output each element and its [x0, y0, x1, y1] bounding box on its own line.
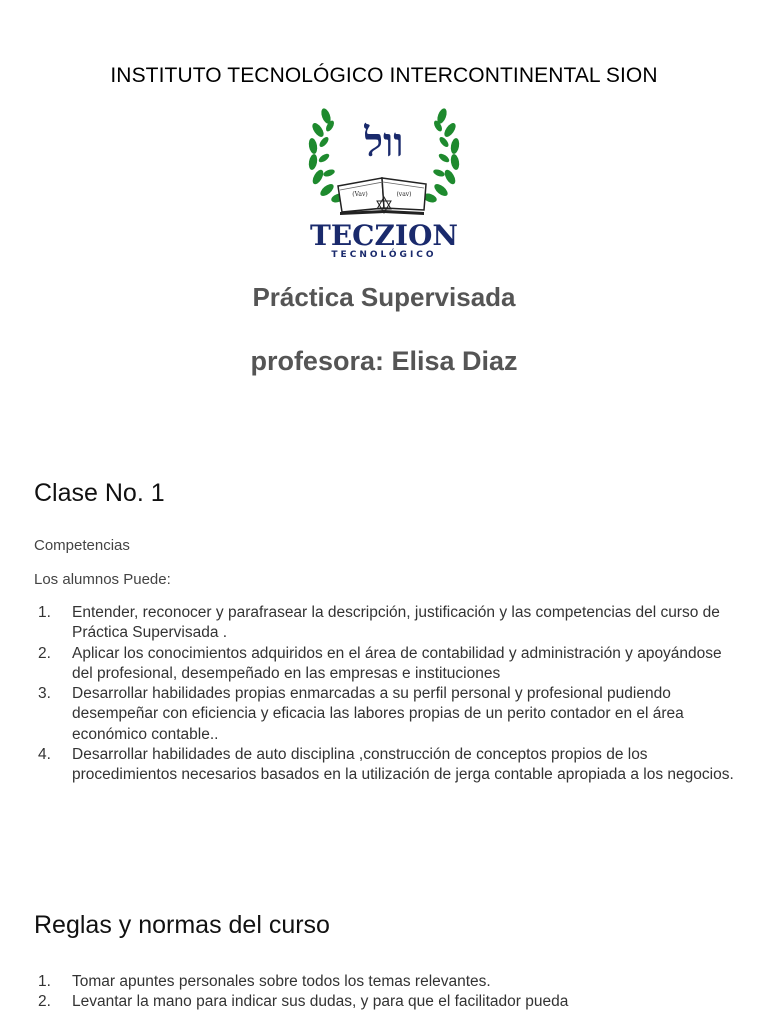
teczion-logo: [300, 104, 468, 260]
list-item-text: Levantar la mano para indicar sus dudas, y para que el facilitador pueda: [72, 993, 569, 1011]
rules-list: [34, 972, 734, 1013]
list-item-text: Entender, reconocer y parafrasear la descripción, justificación y las competencias del curso de Práctica Supervisada .: [72, 604, 720, 642]
course-title: Práctica Supervisada: [252, 282, 516, 312]
list-item-number: 2.: [38, 993, 51, 1011]
teczion-logo-graphic: [300, 104, 468, 260]
class-title: Clase No. 1: [34, 479, 165, 507]
competencies-list: [34, 603, 734, 786]
list-item-text: Desarrollar habilidades de auto disciplina ,construcción de conceptos propios de los procedimientos necesarios basados en la utilización de jerga contable apropiada a los negocios.: [72, 746, 734, 784]
list-item: [34, 992, 734, 1012]
brand-name: TECZION: [310, 219, 458, 252]
list-item: [34, 745, 734, 786]
list-item-number: 1.: [38, 973, 51, 990]
rules-title: Reglas y normas del curso: [34, 911, 330, 939]
list-item: [34, 972, 734, 992]
laurel-right-icon: [422, 107, 460, 204]
list-item-text: Aplicar los conocimientos adquiridos en el área de contabilidad y administración y apoyándose del profesional, desempeñado en las empresas e instituciones: [72, 644, 722, 682]
brand-subtitle: TECNOLÓGICO: [331, 250, 437, 260]
teacher-name: profesora: Elisa Diaz: [250, 346, 518, 376]
list-item-number: 2.: [38, 644, 51, 662]
list-item: [34, 644, 734, 685]
book-right-text: (vav): [396, 191, 412, 198]
hebrew-letters: וול: [364, 119, 404, 166]
list-item: [34, 603, 734, 644]
list-item-number: 1.: [38, 604, 51, 621]
students-label: Los alumnos Puede:: [34, 571, 171, 588]
institute-name: INSTITUTO TECNOLÓGICO INTERCONTINENTAL SION: [110, 64, 658, 87]
list-item-number: 4.: [38, 746, 51, 764]
competencies-label: Competencias: [34, 537, 130, 554]
list-item-text: Tomar apuntes personales sobre todos los temas relevantes.: [72, 973, 491, 990]
list-item-text: Desarrollar habilidades propias enmarcadas a su perfil personal y profesional pudiendo desempeñar con eficiencia y eficacia las labores propias de un perito contador en el área económico contable..: [72, 685, 684, 743]
book-left-text: (Vav): [352, 191, 368, 198]
list-item: [34, 684, 734, 745]
list-item-number: 3.: [38, 685, 51, 703]
